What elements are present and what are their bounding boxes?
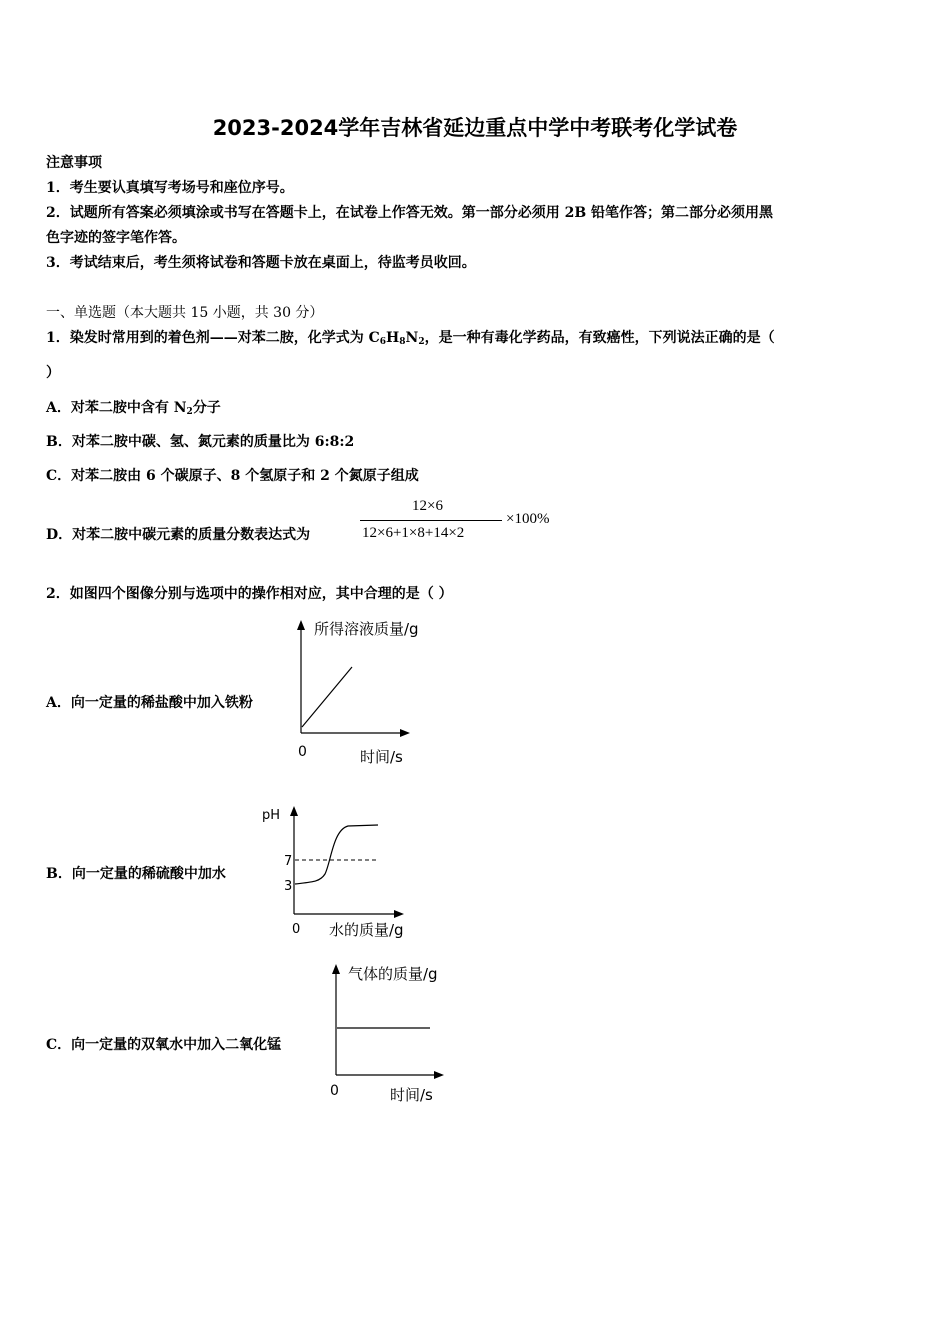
section-heading: 一、单选题（本大题共 15 小题，共 30 分） [46,305,324,321]
q2-option-a-label: A．向一定量的稀盐酸中加入铁粉 [46,695,253,711]
notice-item-1: 1．考生要认真填写考场号和座位序号。 [46,180,294,196]
q1-option-c: C．对苯二胺由 6 个碳原子、8 个氢原子和 2 个氮原子组成 [46,468,419,484]
graph-b-tick-3: 3 [284,879,293,894]
notice-heading: 注意事项 [46,155,102,171]
graph-c-y-arrow-icon [332,964,340,974]
graph-b-origin: 0 [292,922,301,937]
q1-n: N [405,330,419,346]
page-title: 2023-2024学年吉林省延边重点中学中考联考化学试卷 [212,116,738,140]
q1-option-a-tail: 分子 [192,400,221,416]
graph-a-y-label: 所得溶液质量/g [314,620,419,638]
graph-b-x-label: 水的质量/g [329,921,404,939]
notice-item-2-line-1: 2．试题所有答案必须填涂或书写在答题卡上，在试卷上作答无效。第一部分必须用 2B 铅笔作答；第二部分必须用黑 [46,205,774,221]
q1-subscript-6: 6 [379,337,387,347]
fraction-numerator: 12×6 [412,498,443,514]
notice-item-2-line-2: 色字迹的签字笔作答。 [46,230,186,246]
graph-c-x-label: 时间/s [390,1086,433,1104]
q1-subscript-2: 2 [418,337,425,347]
graph-c-y-label: 气体的质量/g [348,965,438,983]
q2-option-c-label: C．向一定量的双氧水中加入二氧化锰 [46,1037,282,1053]
fraction-multiplier: ×100% [506,511,550,527]
graph-a-origin: 0 [298,744,307,760]
q1-h: H [386,330,400,346]
q2-option-b-label: B．向一定量的稀硫酸中加水 [46,866,226,882]
fraction-denominator: 12×6+1×8+14×2 [362,525,465,541]
graph-c-origin: 0 [330,1083,339,1099]
q1-stem-tail: ，是一种有毒化学药品，有致癌性，下列说法正确的是（ [424,330,775,346]
q1-option-a-text: A．对苯二胺中含有 N [46,400,187,416]
q1-subscript-8: 8 [399,337,406,347]
question-2-stem: 2．如图四个图像分别与选项中的操作相对应，其中合理的是（ ） [46,586,453,602]
q1-option-a-subscript: 2 [186,407,193,417]
q1-stem-text: 1．染发时常用到的着色剂——对苯二胺，化学式为 C [46,330,380,346]
graph-b-tick-7: 7 [284,854,293,869]
graph-b-y-label: pH [262,808,281,823]
q1-option-d: D．对苯二胺中碳元素的质量分数表达式为 [46,527,311,543]
notice-item-3: 3．考试结束后，考生须将试卷和答题卡放在桌面上，待监考员收回。 [46,255,476,271]
question-1-stem-close: ） [46,365,60,381]
graph-c-x-arrow-icon [434,1071,444,1079]
q1-option-b: B．对苯二胺中碳、氢、氮元素的质量比为 6:8:2 [46,434,355,450]
graph-a-x-label: 时间/s [360,748,403,766]
